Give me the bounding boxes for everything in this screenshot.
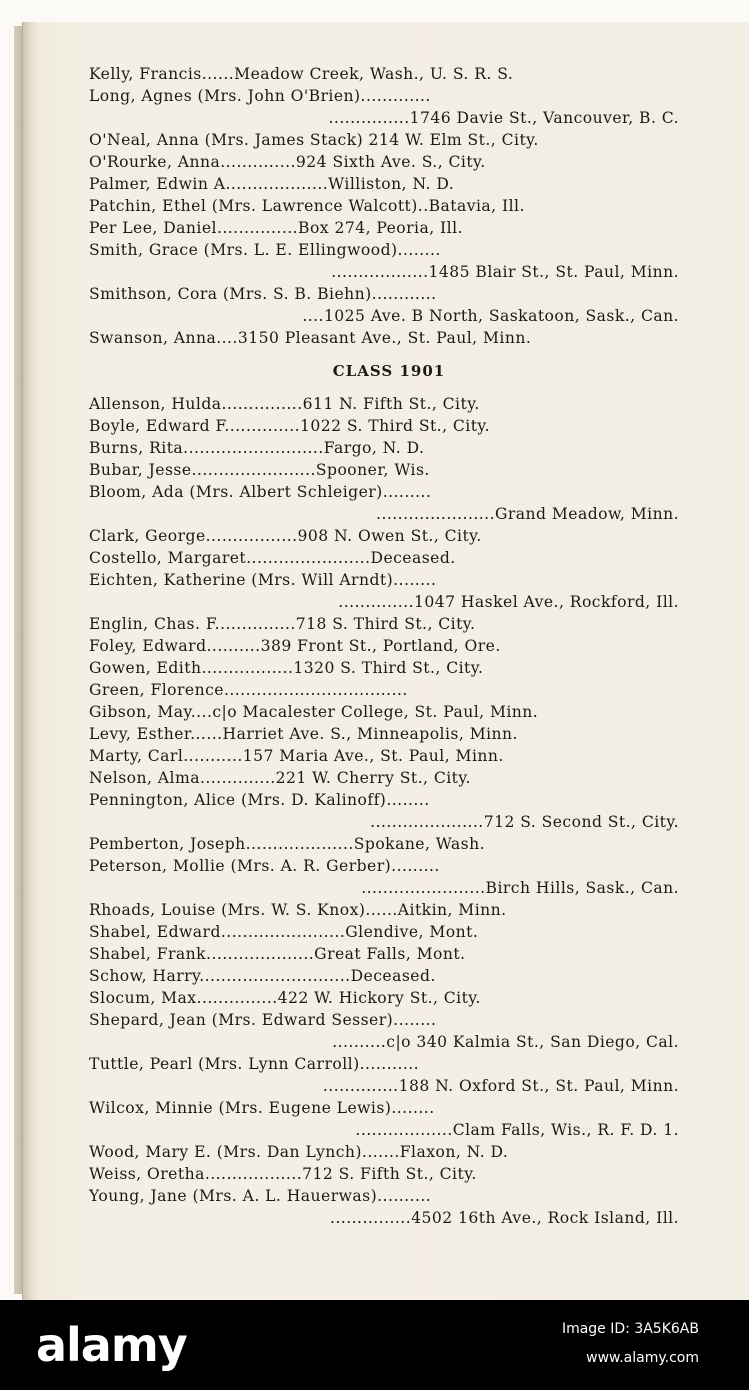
- brand-logo: alamy: [36, 1318, 187, 1372]
- directory-entry-line: Peterson, Mollie (Mrs. A. R. Gerber).........: [89, 857, 440, 875]
- directory-entry-line: Swanson, Anna....3150 Pleasant Ave., St. Paul, Minn.: [89, 329, 532, 347]
- directory-entry-line: Marty, Carl...........157 Maria Ave., St. Paul, Minn.: [89, 747, 504, 765]
- directory-entry-line: O'Neal, Anna (Mrs. James Stack) 214 W. Elm St., City.: [89, 131, 539, 149]
- entries-list-class-1901: [89, 393, 679, 1229]
- directory-entry-line: .......................Birch Hills, Sask., Can.: [361, 879, 679, 897]
- directory-entry-line: ..................1485 Blair St., St. Paul, Minn.: [331, 263, 679, 281]
- directory-entry-line: .....................712 S. Second St., City.: [370, 813, 679, 831]
- directory-entry-line: Wilcox, Minnie (Mrs. Eugene Lewis)........: [89, 1099, 435, 1117]
- class-heading: CLASS 1901: [332, 362, 446, 380]
- directory-entry-line: Per Lee, Daniel...............Box 274, Peoria, Ill.: [89, 219, 463, 237]
- directory-entry-line: ...............4502 16th Ave., Rock Island, Ill.: [330, 1209, 679, 1227]
- directory-entry-line: Young, Jane (Mrs. A. L. Hauerwas)..........: [89, 1187, 432, 1205]
- directory-entry-line: ......................Grand Meadow, Minn.: [376, 505, 679, 523]
- booklet-spine-edge: [14, 26, 22, 1294]
- directory-entry-line: Kelly, Francis......Meadow Creek, Wash., U. S. R. S.: [89, 65, 514, 83]
- directory-entry-line: Tuttle, Pearl (Mrs. Lynn Carroll)...........: [89, 1055, 420, 1073]
- directory-entry-line: Pemberton, Joseph....................Spokane, Wash.: [89, 835, 486, 853]
- directory-entry-line: Long, Agnes (Mrs. John O'Brien).............: [89, 87, 431, 105]
- directory-entry-line: Slocum, Max...............422 W. Hickory St., City.: [89, 989, 481, 1007]
- image-id: Image ID: 3A5K6AB: [561, 1321, 699, 1337]
- directory-entry-line: ..............188 N. Oxford St., St. Paul, Minn.: [322, 1077, 679, 1095]
- directory-entry-line: Bubar, Jesse.......................Spooner, Wis.: [89, 461, 430, 479]
- directory-entry-line: Clark, George.................908 N. Owen St., City.: [89, 527, 482, 545]
- site-url: www.alamy.com: [586, 1350, 699, 1366]
- entries-list-top: [89, 63, 679, 349]
- directory-entry-line: Burns, Rita..........................Fargo, N. D.: [89, 439, 425, 457]
- directory-entry-line: Boyle, Edward F..............1022 S. Third St., City.: [89, 417, 491, 435]
- directory-entry-line: Gowen, Edith.................1320 S. Third St., City.: [89, 659, 484, 677]
- directory-entry-line: Smith, Grace (Mrs. L. E. Ellingwood)........: [89, 241, 441, 259]
- directory-entry-line: Levy, Esther......Harriet Ave. S., Minneapolis, Minn.: [89, 725, 518, 743]
- directory-entry-line: Shabel, Edward.......................Glendive, Mont.: [89, 923, 479, 941]
- directory-entry-line: Eichten, Katherine (Mrs. Will Arndt)........: [89, 571, 437, 589]
- directory-entry-line: Green, Florence..................................: [89, 681, 408, 699]
- directory-entry-line: ..........c|o 340 Kalmia St., San Diego, Cal.: [332, 1033, 679, 1051]
- directory-entry-line: Foley, Edward..........389 Front St., Portland, Ore.: [89, 637, 501, 655]
- directory-entry-line: Smithson, Cora (Mrs. S. B. Biehn)............: [89, 285, 437, 303]
- directory-entry-line: Palmer, Edwin A...................Williston, N. D.: [89, 175, 455, 193]
- directory-entry-line: ..................Clam Falls, Wis., R. F. D. 1.: [355, 1121, 679, 1139]
- directory-entry-line: Nelson, Alma..............221 W. Cherry St., City.: [89, 769, 471, 787]
- directory-content: [89, 63, 679, 1229]
- directory-entry-line: Weiss, Oretha..................712 S. Fifth St., City.: [89, 1165, 477, 1183]
- directory-entry-line: Rhoads, Louise (Mrs. W. S. Knox)......Aitkin, Minn.: [89, 901, 507, 919]
- directory-entry-line: Shabel, Frank....................Great Falls, Mont.: [89, 945, 466, 963]
- directory-entry-line: ...............1746 Davie St., Vancouver, B. C.: [328, 109, 679, 127]
- directory-entry-line: Costello, Margaret.......................Deceased.: [89, 549, 456, 567]
- directory-entry-line: Patchin, Ethel (Mrs. Lawrence Walcott)..Batavia, Ill.: [89, 197, 525, 215]
- directory-entry-line: Englin, Chas. F...............718 S. Third St., City.: [89, 615, 476, 633]
- directory-entry-line: Pennington, Alice (Mrs. D. Kalinoff)........: [89, 791, 430, 809]
- directory-entry-line: Schow, Harry............................Deceased.: [89, 967, 436, 985]
- directory-entry-line: O'Rourke, Anna..............924 Sixth Ave. S., City.: [89, 153, 486, 171]
- directory-entry-line: Shepard, Jean (Mrs. Edward Sesser)........: [89, 1011, 437, 1029]
- directory-entry-line: ....1025 Ave. B North, Saskatoon, Sask., Can.: [302, 307, 679, 325]
- directory-entry-line: Gibson, May....c|o Macalester College, St. Paul, Minn.: [89, 703, 539, 721]
- directory-entry-line: Bloom, Ada (Mrs. Albert Schleiger).........: [89, 483, 432, 501]
- directory-entry-line: Allenson, Hulda...............611 N. Fifth St., City.: [89, 395, 480, 413]
- directory-entry-line: ..............1047 Haskel Ave., Rockford, Ill.: [338, 593, 679, 611]
- directory-entry-line: Wood, Mary E. (Mrs. Dan Lynch).......Flaxon, N. D.: [89, 1143, 509, 1161]
